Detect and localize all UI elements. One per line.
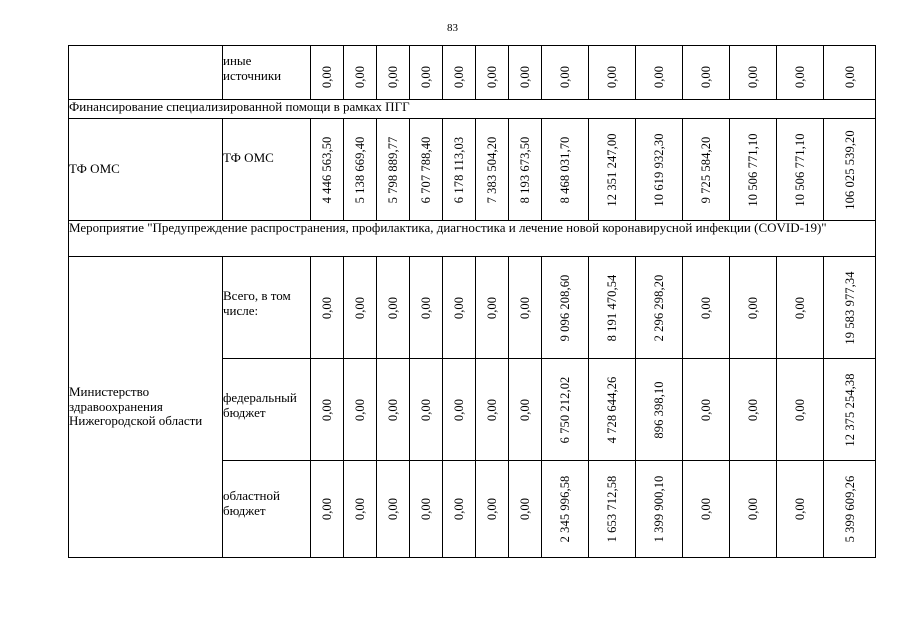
value-cell: 6 178 113,03 [443,119,476,221]
value-cell: 8 191 470,54 [589,257,636,359]
row-label-other-sources: иные источники [223,46,311,100]
value-cell: 0,00 [683,46,730,100]
value-cell: 0,00 [311,461,344,558]
value-cell: 0,00 [636,46,683,100]
value-cell: 1 399 900,10 [636,461,683,558]
value-cell: 0,00 [410,359,443,461]
page-number: 83 [447,22,458,34]
value-cell: 0,00 [730,461,777,558]
value-cell: 8 468 031,70 [542,119,589,221]
value-cell: 0,00 [589,46,636,100]
org-cell-ministry: Министерство здравоохранения Нижегородской области [69,257,223,558]
value-cell: 10 506 771,10 [730,119,777,221]
value-cell: 0,00 [311,359,344,461]
value-cell: 0,00 [410,461,443,558]
row-label-regional: областной бюджет [223,461,311,558]
value-cell: 0,00 [311,46,344,100]
value-cell: 0,00 [730,359,777,461]
value-cell: 8 193 673,50 [509,119,542,221]
value-cell: 0,00 [377,257,410,359]
value-cell: 0,00 [509,257,542,359]
value-cell: 0,00 [683,257,730,359]
value-cell: 0,00 [476,257,509,359]
value-cell: 2 296 298,20 [636,257,683,359]
value-cell: 5 399 609,26 [824,461,876,558]
value-cell: 0,00 [542,46,589,100]
value-cell: 0,00 [730,46,777,100]
row-label-total: Всего, в том числе: [223,257,311,359]
value-cell: 0,00 [683,359,730,461]
row-label-tfoms: ТФ ОМС [223,119,311,221]
value-cell: 5 798 889,77 [377,119,410,221]
value-cell: 0,00 [344,359,377,461]
value-cell: 12 375 254,38 [824,359,876,461]
value-cell: 4 446 563,50 [311,119,344,221]
value-cell: 9 096 208,60 [542,257,589,359]
value-cell: 10 619 932,30 [636,119,683,221]
value-cell: 0,00 [730,257,777,359]
value-cell: 2 345 996,58 [542,461,589,558]
value-cell: 0,00 [476,46,509,100]
value-cell: 0,00 [509,359,542,461]
value-cell: 0,00 [476,461,509,558]
value-cell: 0,00 [377,46,410,100]
table-row-tfoms [69,119,876,221]
org-cell-tfoms: ТФ ОМС [69,119,223,221]
value-cell: 0,00 [443,359,476,461]
value-cell: 0,00 [344,257,377,359]
table-row-other-sources [69,46,876,100]
value-cell: 1 653 712,58 [589,461,636,558]
value-cell: 896 398,10 [636,359,683,461]
value-cell: 0,00 [410,46,443,100]
value-cell: 0,00 [344,46,377,100]
value-cell: 5 138 669,40 [344,119,377,221]
value-cell: 0,00 [777,359,824,461]
value-cell: 0,00 [443,461,476,558]
value-cell: 0,00 [410,257,443,359]
value-cell: 0,00 [509,461,542,558]
value-cell: 7 383 504,20 [476,119,509,221]
value-cell: 106 025 539,20 [824,119,876,221]
row-label-federal: федеральный бюджет [223,359,311,461]
value-cell: 0,00 [311,257,344,359]
value-cell: 10 506 771,10 [777,119,824,221]
table-row-total [69,257,876,359]
value-cell: 4 728 644,26 [589,359,636,461]
budget-table [68,45,876,558]
value-cell: 0,00 [777,46,824,100]
value-cell: 6 750 212,02 [542,359,589,461]
section-title-pgg: Финансирование специализированной помощи в рамках ПГГ [69,100,876,119]
value-cell: 0,00 [777,257,824,359]
value-cell: 0,00 [377,359,410,461]
value-cell: 0,00 [683,461,730,558]
value-cell: 0,00 [777,461,824,558]
section-title-covid: Мероприятие "Предупреждение распространения, профилактика, диагностика и лечение новой коронавирусной инфекции (COVID-19)" [69,221,876,257]
value-cell: 0,00 [824,46,876,100]
value-cell: 0,00 [443,46,476,100]
value-cell: 12 351 247,00 [589,119,636,221]
empty-org-cell [69,46,223,100]
value-cell: 9 725 584,20 [683,119,730,221]
value-cell: 0,00 [443,257,476,359]
table-row-section-covid [69,221,876,257]
value-cell: 6 707 788,40 [410,119,443,221]
value-cell: 0,00 [476,359,509,461]
table-row-section-pgg [69,100,876,119]
value-cell: 0,00 [509,46,542,100]
value-cell: 0,00 [377,461,410,558]
value-cell: 19 583 977,34 [824,257,876,359]
value-cell: 0,00 [344,461,377,558]
